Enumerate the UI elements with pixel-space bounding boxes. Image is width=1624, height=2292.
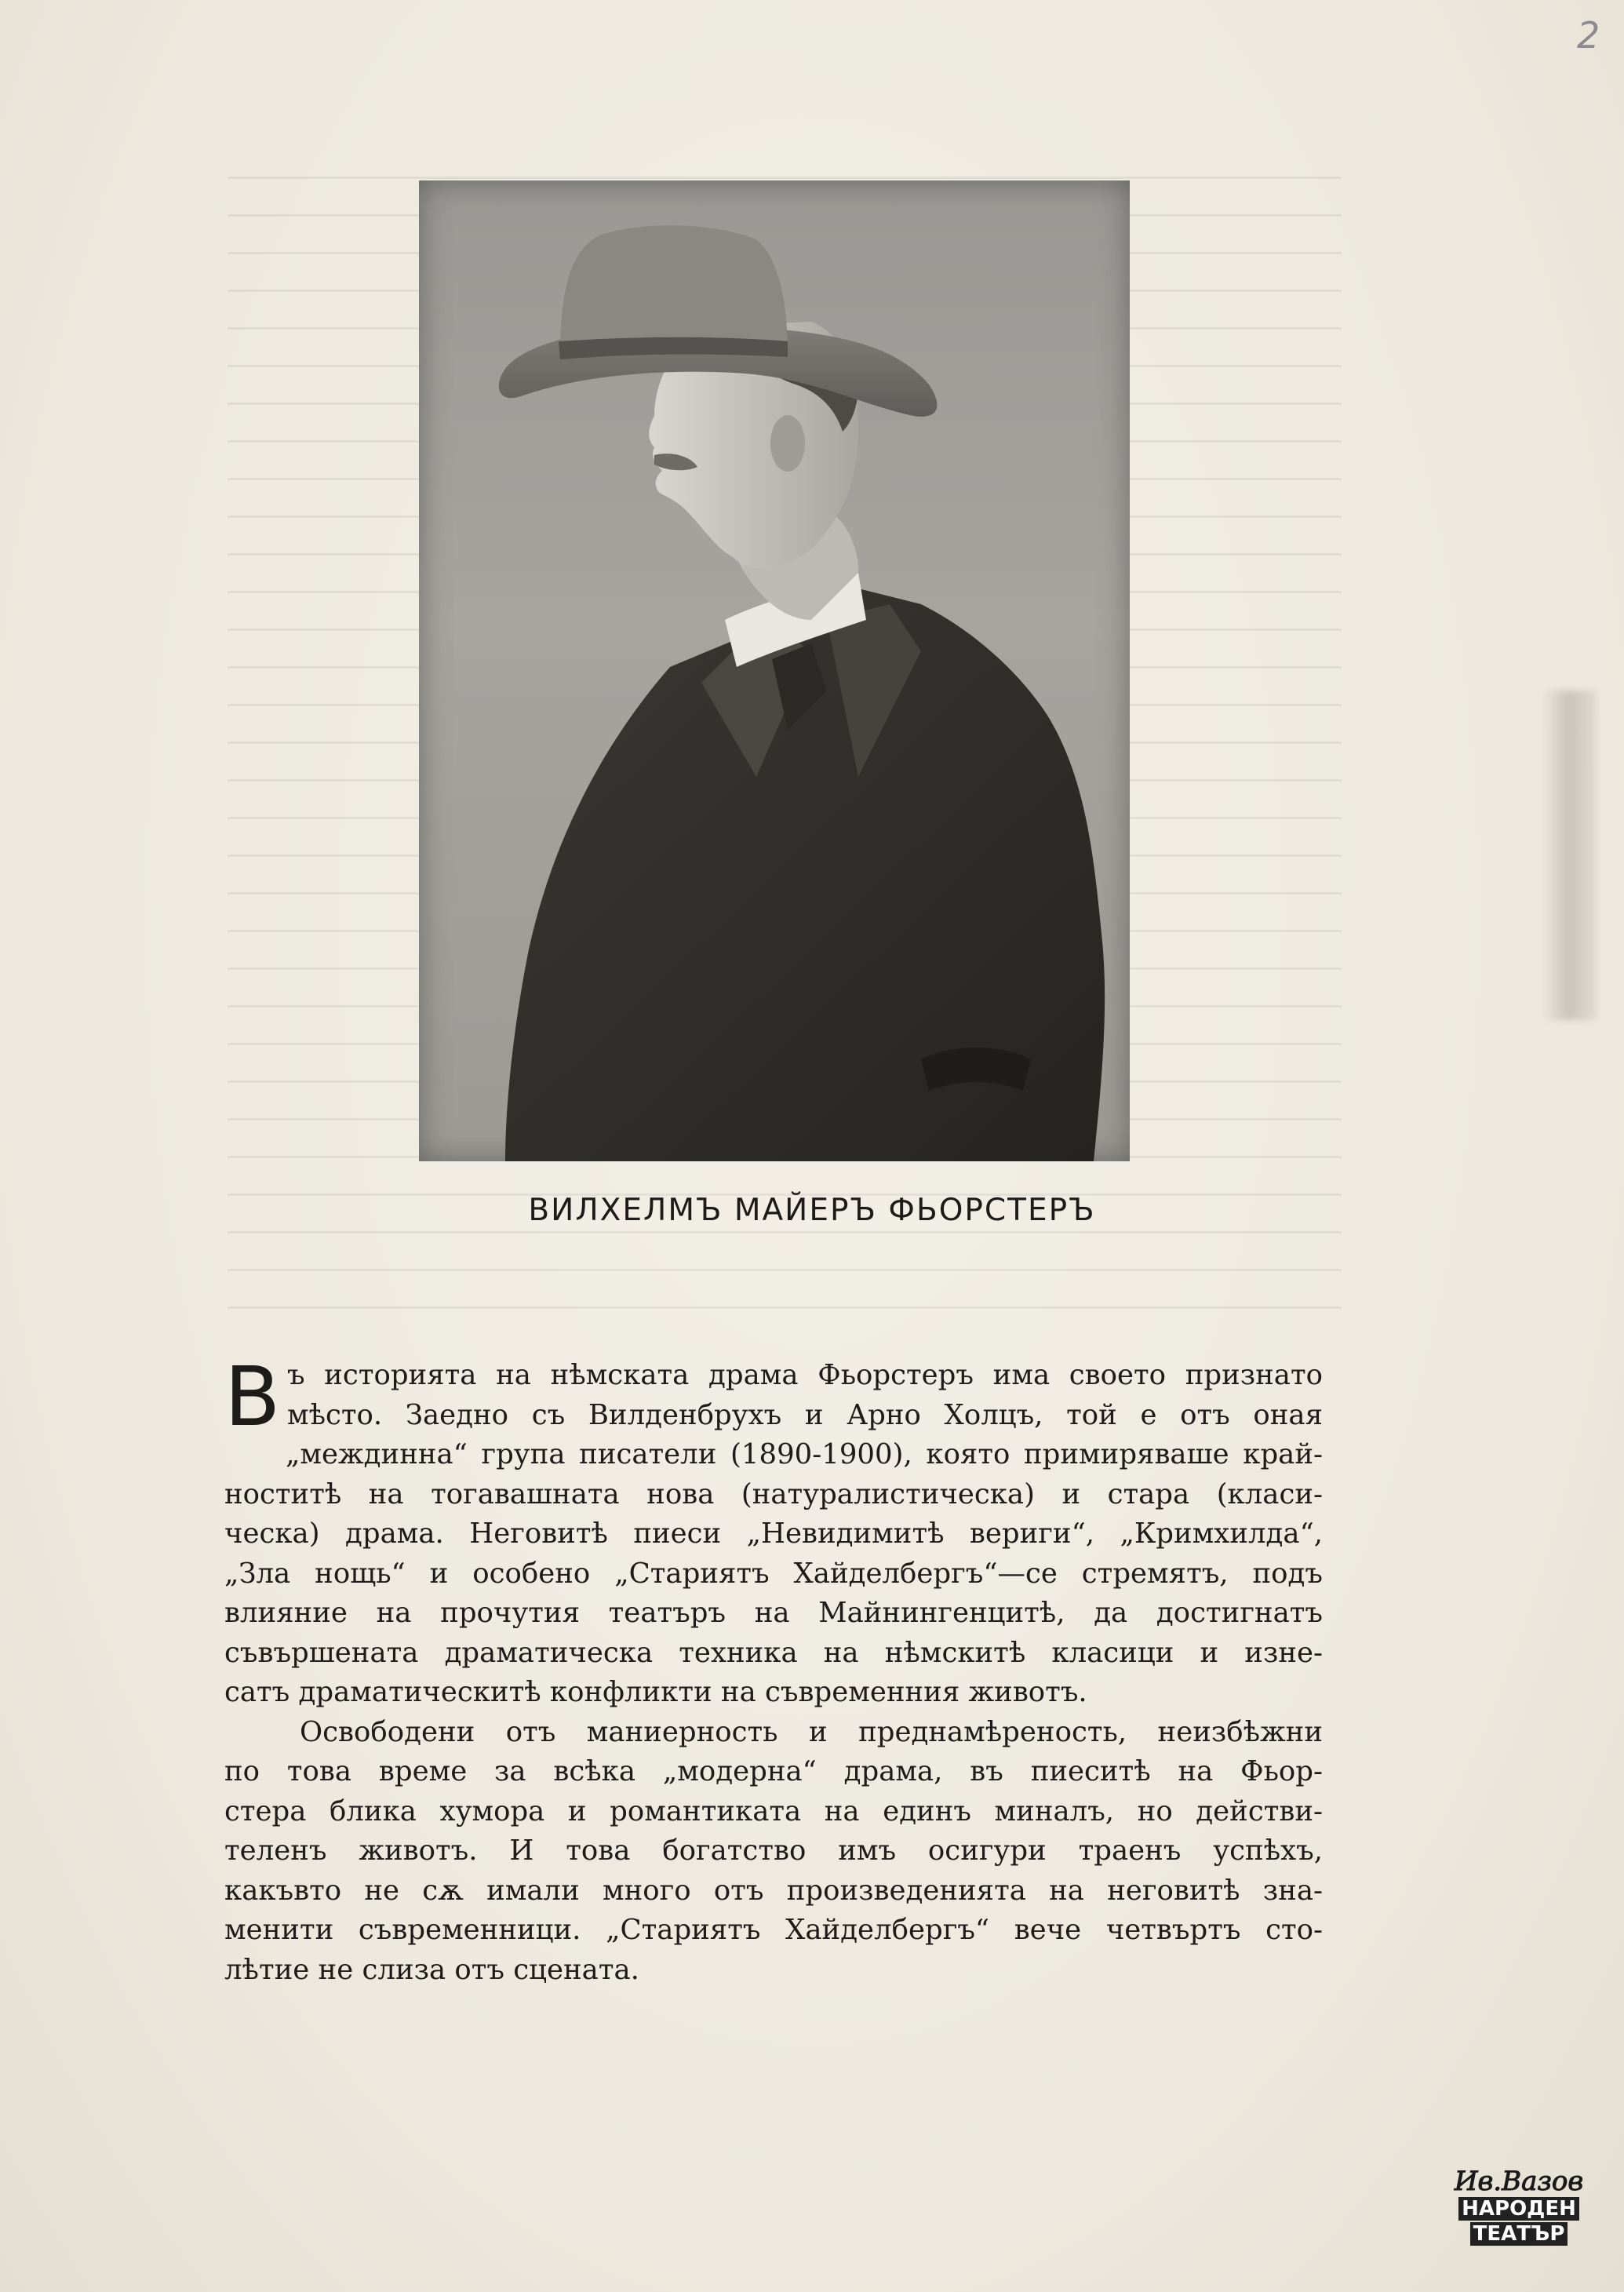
text-line: „междинна“ група писатели (1890-1900), която примиряваше край- [286, 1438, 1323, 1470]
paragraph-1 [224, 1349, 1323, 1713]
text-line: лѣтие не слиза отъ сцената. [224, 1953, 639, 1986]
text-line: „Зла нощь“ и особено „Стариятъ Хайделбергъ“—се стремятъ, подъ [224, 1557, 1323, 1590]
logo-line-1: НАРОДЕН [1458, 2197, 1579, 2221]
paper-stain [1542, 691, 1597, 1020]
text-line: стера блика хумора и романтиката на единъ миналъ, но действи- [224, 1795, 1323, 1827]
paragraph-2 [224, 1713, 1323, 1991]
portrait-photo [419, 180, 1130, 1161]
text-line: влияние на прочутия театъръ на Майнингенцитѣ, да достигнатъ [224, 1597, 1323, 1629]
text-line: Освободени отъ маниерность и преднамѣреность, неизбѣжни [300, 1715, 1323, 1748]
text-line: съвършената драматическа техника на нѣмскитѣ класици и изне- [224, 1636, 1323, 1669]
photo-caption: ВИЛХЕЛМЪ МАЙЕРЪ ФЬОРСТЕРЪ [528, 1193, 1096, 1228]
text-line: по това време за всѣка „модерна“ драма, въ пиеситѣ на Фьор- [224, 1755, 1323, 1787]
text-line: сатъ драматическитѣ конфликти на съвременния животъ. [224, 1676, 1087, 1708]
text-line: ческа) драма. Неговитѣ пиеси „Невидимитѣ вериги“, „Кримхилда“, [224, 1518, 1323, 1550]
logo-signature: Ив.Вазов [1454, 2166, 1584, 2197]
text-line: теленъ животъ. И това богатство имъ осигури траенъ успѣхъ, [224, 1835, 1323, 1867]
text-line: мѣсто. Заедно съ Вилденбрухъ и Арно Холцъ, той е отъ оная [287, 1398, 1323, 1431]
page-number: 2 [1577, 14, 1600, 56]
logo-line-2: ТЕАТЪР [1470, 2222, 1568, 2246]
drop-cap: В [224, 1349, 281, 1445]
portrait-illustration [419, 180, 1130, 1161]
text-line: менити съвременници. „Стариятъ Хайделбергъ“ вече четвъртъ сто- [224, 1914, 1323, 1946]
article-text [224, 1349, 1323, 1990]
text-line: ъ историята на нѣмската драма Фьорстеръ има своето признато [287, 1359, 1323, 1391]
theatre-logo [1453, 2167, 1585, 2261]
text-line: какъвто не сѫ имали много отъ произведенията на неговитѣ зна- [224, 1874, 1323, 1907]
text-line: ноститѣ на тогавашната нова (натуралистическа) и стара (класи- [224, 1478, 1323, 1510]
